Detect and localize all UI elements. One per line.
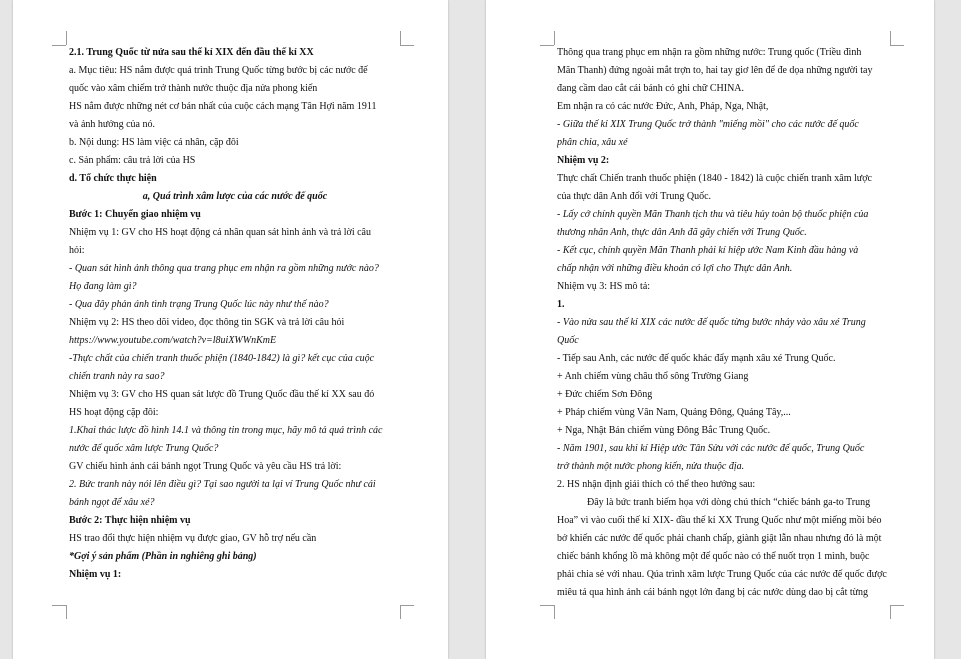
margin-corner-mark	[400, 605, 414, 606]
text-line: + Pháp chiếm vùng Vân Nam, Quảng Đông, Quảng Tây,...	[557, 407, 791, 418]
text-line: của thực dân Anh đối với Trung Quốc.	[557, 191, 712, 202]
margin-corner-mark	[554, 605, 555, 619]
section-heading: 2.1. Trung Quốc từ nửa sau thế kỉ XIX đến đầu thế kỉ XX	[69, 47, 314, 58]
text-line: - Vào nửa sau thế kỉ XIX các nước đế quốc từng bước nhảy vào xâu xé Trung	[557, 317, 866, 328]
video-link[interactable]: https://www.youtube.com/watch?v=l8uiXWWnKmE	[69, 335, 277, 346]
margin-corner-mark	[540, 45, 554, 46]
task-heading: Nhiệm vụ 2:	[557, 155, 610, 166]
margin-corner-mark	[890, 605, 904, 606]
text-line: Em nhận ra có các nước Đức, Anh, Pháp, Nga, Nhật,	[557, 101, 769, 112]
subsection-heading: a, Quá trình xâm lược của các nước đế quốc	[142, 191, 328, 202]
text-line: - Quan sát hình ảnh thông qua trang phục em nhận ra gồm những nước nào?	[69, 263, 379, 274]
text-line: - Lấy cớ chính quyền Mãn Thanh tịch thu và tiêu hủy toàn bộ thuốc phiện của	[557, 209, 869, 220]
text-line: *Gợi ý sản phẩm (Phần in nghiêng ghi bảng)	[69, 551, 257, 562]
text-line: b. Nội dung: HS làm việc cá nhân, cặp đôi	[69, 137, 239, 148]
margin-corner-mark	[554, 31, 555, 45]
text-line: trở thành một nước phong kiến, nửa thuộc địa.	[557, 461, 745, 472]
margin-corner-mark	[66, 31, 67, 45]
text-line: Nhiệm vụ 3: GV cho HS quan sát lược đồ Trung Quốc đầu thế kỉ XX sau đó	[69, 389, 375, 400]
document-page-right	[486, 0, 934, 659]
text-line: bánh ngọt để xâu xé?	[69, 497, 155, 508]
margin-corner-mark	[52, 45, 66, 46]
margin-corner-mark	[400, 31, 401, 45]
text-line: GV chiếu hình ảnh cái bánh ngọt Trung Quốc và yêu cầu HS trả lời:	[69, 461, 342, 472]
text-line: Quốc	[557, 335, 579, 346]
step-heading: Bước 1: Chuyển giao nhiệm vụ	[69, 209, 201, 220]
text-line: chiến tranh này ra sao?	[69, 371, 165, 382]
text-line: Đây là bức tranh biếm họa với dòng chú thích “chiếc bánh ga-to Trung	[587, 497, 871, 508]
text-line: -Thực chất của chiến tranh thuốc phiện (1840-1842) là gì? kết cục của cuộc	[69, 353, 375, 364]
text-line: HS nắm được những nét cơ bản nhất của cuộc cách mạng Tân Hợi năm 1911	[69, 101, 377, 112]
text-line: d. Tổ chức thực hiện	[69, 173, 157, 184]
step-heading: Bước 2: Thực hiện nhiệm vụ	[69, 515, 191, 526]
text-line: Thực chất Chiến tranh thuốc phiện (1840 - 1842) là cuộc chiến tranh xâm lược	[557, 173, 872, 184]
text-line: chiếc bánh khổng lồ mà không một đế quốc nào có thể nuốt trọn 1 mình, buộc	[557, 551, 870, 562]
text-line: + Đức chiếm Sơn Đông	[557, 389, 653, 400]
text-line: hỏi:	[69, 245, 85, 256]
margin-corner-mark	[66, 605, 67, 619]
document-page-left	[13, 0, 448, 659]
text-line: - Qua đây phản ánh tình trạng Trung Quốc lúc này như thế nào?	[69, 299, 329, 310]
text-line: 2. Bức tranh này nói lên điều gì? Tại sao người ta lại ví Trung Quốc như cái	[69, 479, 376, 490]
margin-corner-mark	[400, 45, 414, 46]
text-line: HS hoạt động cặp đôi:	[69, 407, 159, 418]
text-line: thương nhân Anh, thực dân Anh đã gây chiến với Trung Quốc.	[557, 227, 807, 238]
text-line: HS trao đổi thực hiện nhiệm vụ được giao, GV hỗ trợ nếu cần	[69, 533, 317, 544]
text-line: c. Sản phẩm: câu trả lời của HS	[69, 155, 196, 166]
text-line: - Năm 1901, sau khi kí Hiệp ước Tân Sửu với các nước đế quốc, Trung Quốc	[557, 443, 865, 454]
margin-corner-mark	[540, 605, 554, 606]
text-line: 1.Khai thác lược đồ hình 14.1 và thông tin trong mục, hãy mô tả quá trình các	[69, 425, 383, 436]
text-line: a. Mục tiêu: HS nắm được quá trình Trung Quốc từng bước bị các nước đế	[69, 65, 368, 76]
page-body	[69, 44, 401, 584]
text-line: - Giữa thế kỉ XIX Trung Quốc trở thành "miếng mồi" cho các nước đế quốc	[557, 119, 859, 130]
text-line: Nhiệm vụ 2: HS theo dõi video, đọc thông tin SGK và trả lời câu hỏi	[69, 317, 345, 328]
text-line: bở khiến các nước đế quốc phải chanh chấp, giành giật lẫn nhau nhưng đó là một	[557, 533, 882, 544]
text-line: quốc vào xâm chiếm trở thành nước thuộc địa nửa phong kiến	[69, 83, 318, 94]
margin-corner-mark	[890, 45, 904, 46]
text-line: Nhiệm vụ 3: HS mô tả:	[557, 281, 651, 292]
text-line: 2. HS nhận định giải thích có thể theo hướng sau:	[557, 479, 756, 490]
text-line: Nhiệm vụ 1: GV cho HS hoạt động cá nhân quan sát hình ảnh và trả lời câu	[69, 227, 371, 238]
text-line: Hoa” vì vào cuối thế kỉ XIX- đầu thế kỉ XX Trung Quốc như một miếng mồi béo	[557, 515, 882, 526]
margin-corner-mark	[52, 605, 66, 606]
text-line: - Kết cục, chính quyền Mãn Thanh phải kí hiệp ước Nam Kinh đầu hàng và	[557, 245, 859, 256]
margin-corner-mark	[890, 31, 891, 45]
text-line: và ảnh hưởng của nó.	[69, 119, 155, 130]
text-line: Mãn Thanh) đứng ngoài mắt trợn to, hai tay giơ lên để đe dọa những người tay	[557, 65, 873, 76]
margin-corner-mark	[400, 605, 401, 619]
page-body	[557, 44, 889, 602]
text-line: chấp nhận với những điều khoản có lợi cho Thực dân Anh.	[557, 263, 793, 274]
margin-corner-mark	[890, 605, 891, 619]
text-line: + Anh chiếm vùng châu thổ sông Trường Giang	[557, 371, 749, 382]
text-line: phân chia, xâu xé	[557, 137, 628, 148]
text-line: Thông qua trang phục em nhận ra gồm những nước: Trung quốc (Triều đình	[557, 47, 862, 58]
text-line: Họ đang làm gì?	[69, 281, 137, 292]
text-line: nước đế quốc xâm lược Trung Quốc?	[69, 443, 219, 454]
text-line: - Tiếp sau Anh, các nước đế quốc khác đẩy mạnh xâu xé Trung Quốc.	[557, 353, 836, 364]
text-line: 1.	[557, 299, 565, 310]
text-line: + Nga, Nhật Bản chiếm vùng Đông Bắc Trung Quốc.	[557, 425, 771, 436]
text-line: phải chia sẻ với nhau. Qúa trình xâm lược Trung Quốc của các nước đế quốc được	[557, 569, 887, 580]
text-line: Nhiệm vụ 1:	[69, 569, 122, 580]
text-line: đang cầm dao cắt cái bánh có ghi chữ CHINA.	[557, 83, 745, 94]
text-line: miêu tả qua hình ảnh cái bánh ngọt lớn đang bị các nước dùng dao bị cắt từng	[557, 587, 869, 598]
